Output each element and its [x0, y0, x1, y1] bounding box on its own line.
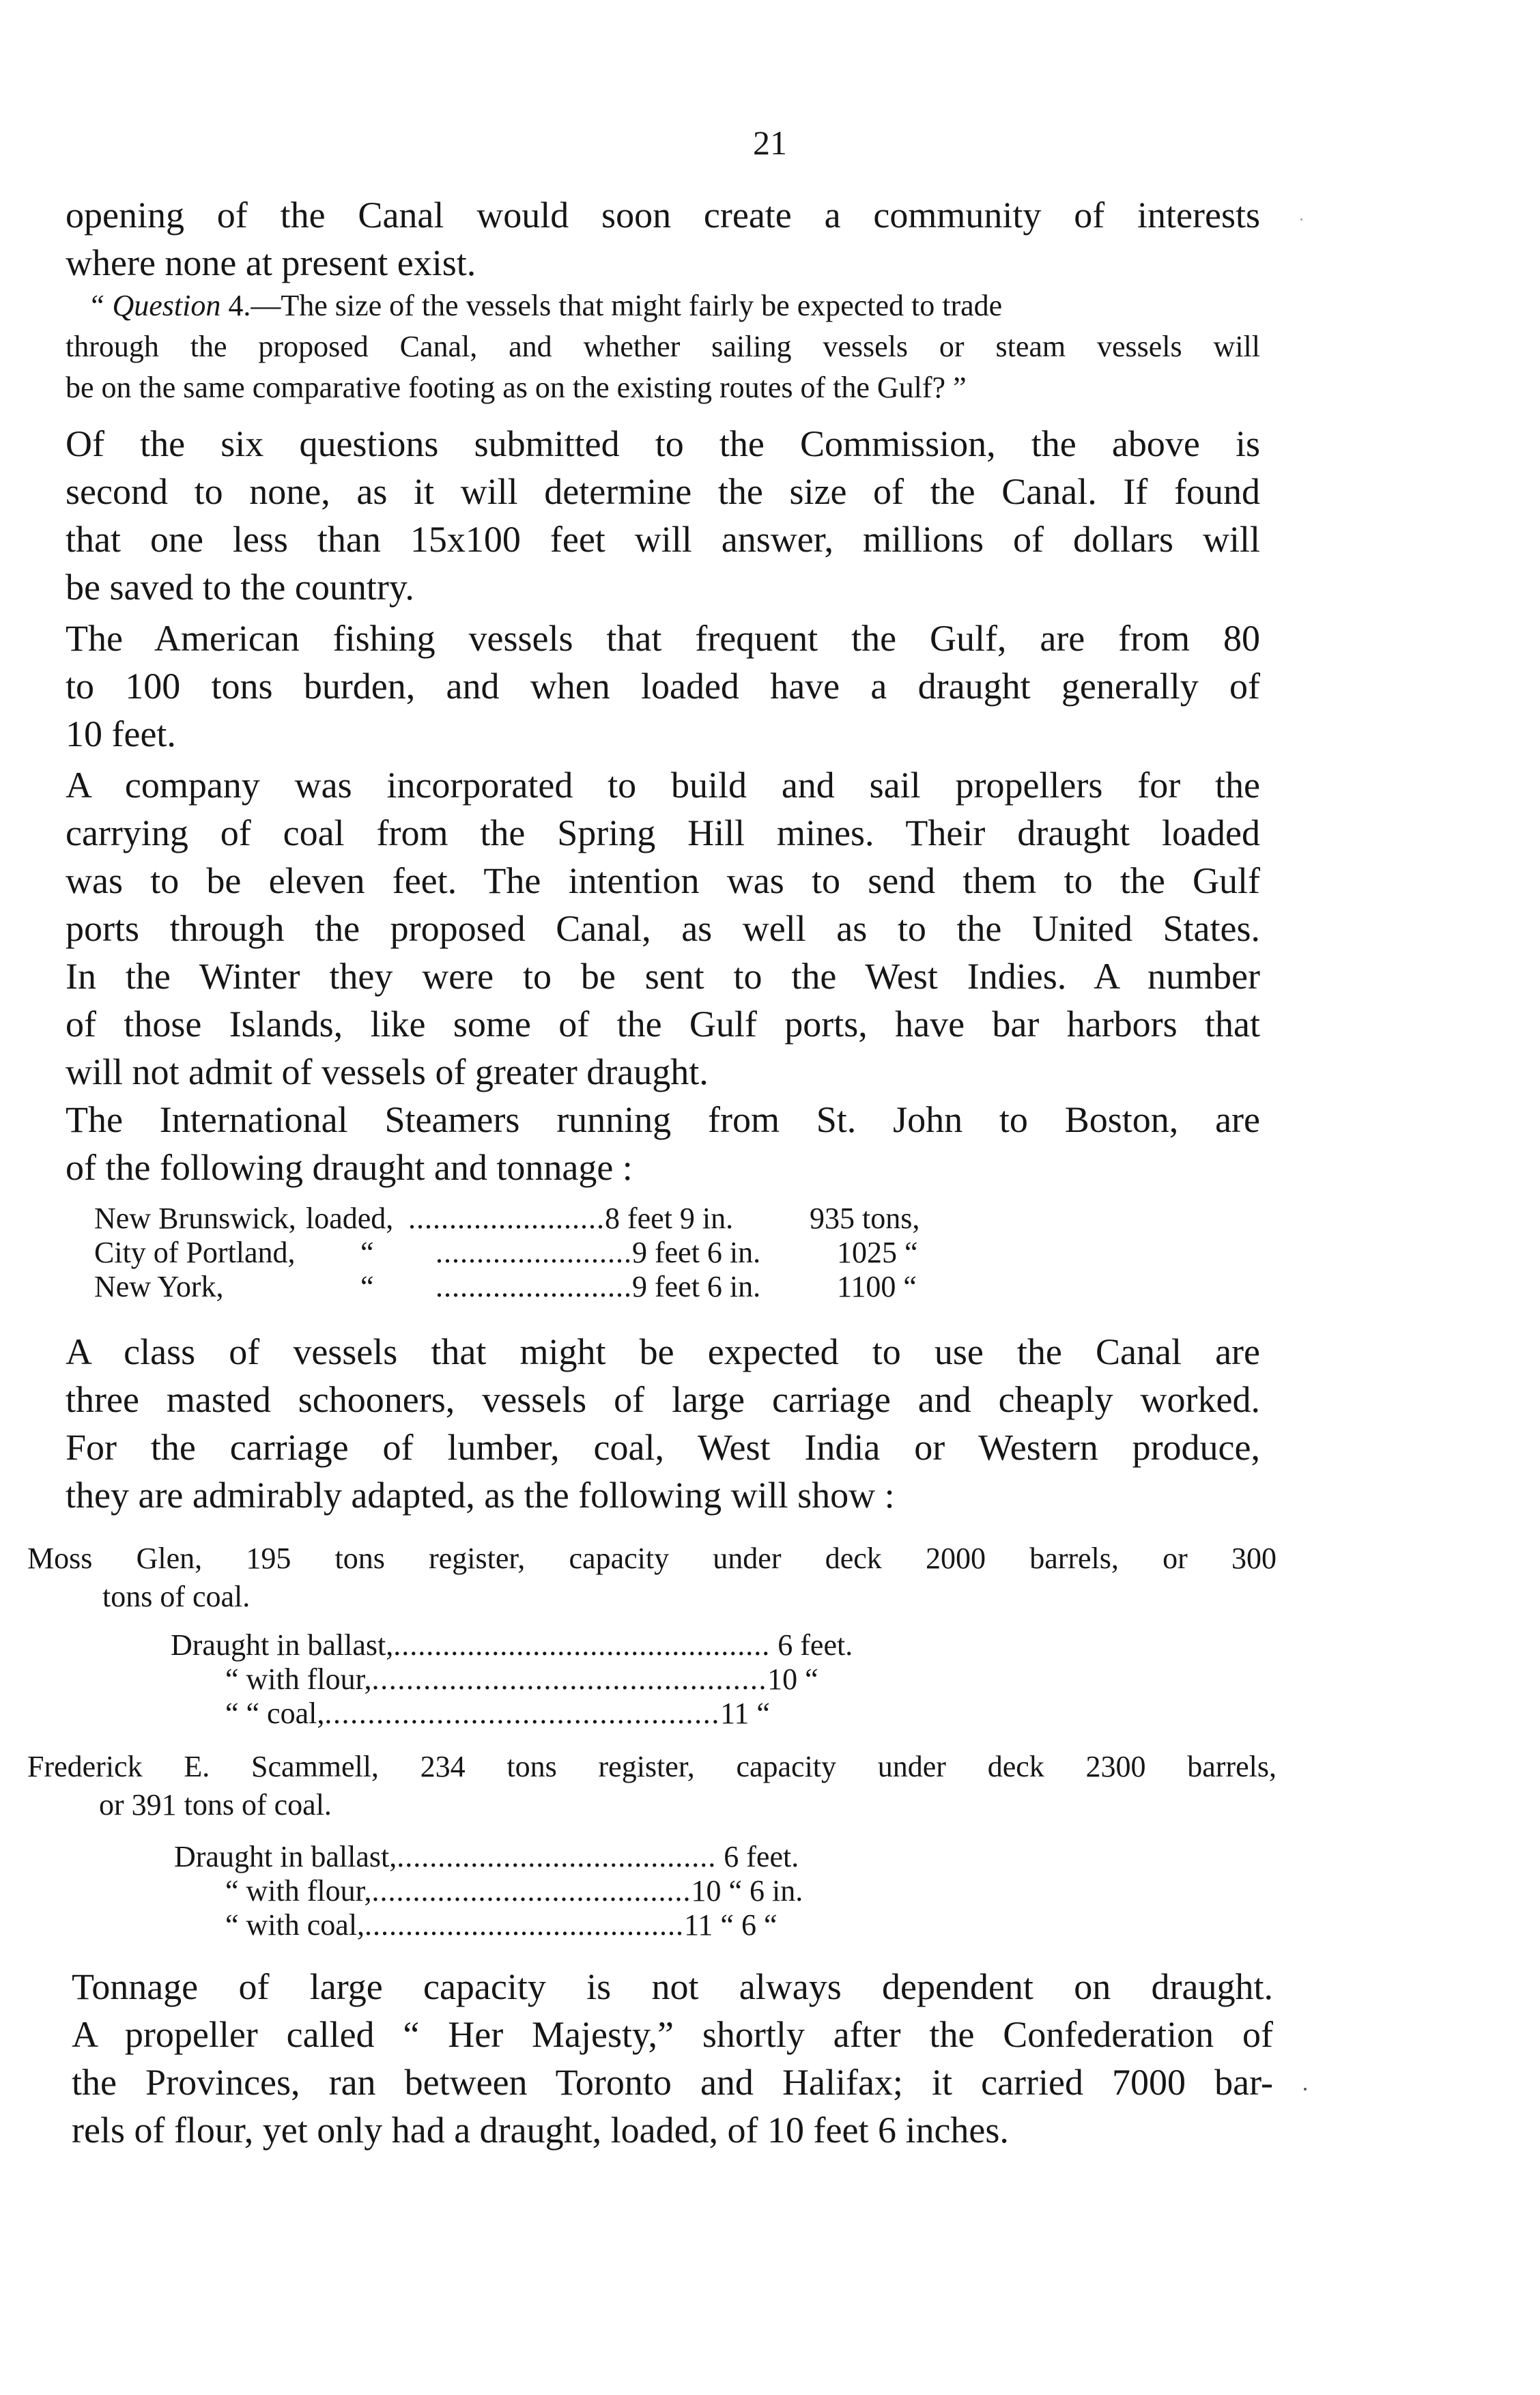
vessel-name: New Brunswick, [94, 1202, 296, 1235]
leader-dots: ....................................... [365, 1908, 685, 1942]
vessel-tons: 1100 “ [837, 1270, 917, 1303]
text-line: to 100 tons burden, and when loaded have a draught generally of [66, 666, 1260, 707]
draught-row [225, 1874, 803, 1908]
vessel-name: City of Portland, [94, 1236, 296, 1269]
paragraph [66, 614, 1260, 758]
text-line: be saved to the country. [66, 567, 414, 608]
text-line: A propeller called “ Her Majesty,” shortly after the Confederation of [72, 2014, 1273, 2055]
leader-dots: ........................ [408, 1202, 605, 1235]
text-line: Frederick E. Scammell, 234 tons register, capacity under deck 2300 barrels, [27, 1750, 1277, 1783]
text-line: of those Islands, like some of the Gulf ports, have bar harbors that [66, 1004, 1260, 1045]
text-line: opening of the Canal would soon create a community of interests [66, 195, 1260, 236]
text-line: In the Winter they were to be sent to the West Indies. A number [66, 956, 1260, 997]
text-line: will not admit of vessels of greater draught. [66, 1051, 709, 1092]
draught-value: 10 “ 6 in. [691, 1874, 803, 1908]
text-line: rels of flour, yet only had a draught, loaded, of 10 feet 6 inches. [72, 2110, 1009, 2151]
text-line: The American fishing vessels that frequent the Gulf, are from 80 [66, 618, 1260, 659]
paragraph [66, 1328, 1260, 1519]
draught-label: “ with flour, [225, 1662, 372, 1696]
text-line: be on the same comparative footing as on the existing routes of the Gulf? ” [66, 371, 967, 404]
table-row [94, 1270, 917, 1304]
draught-row [225, 1697, 770, 1731]
text-line: Tonnage of large capacity is not always dependent on draught. [72, 1966, 1273, 2007]
draught-value: 6 feet. [770, 1628, 853, 1662]
text-line: or 391 tons of coal. [99, 1788, 332, 1822]
text-line: was to be eleven feet. The intention was to send them to the Gulf [66, 860, 1260, 901]
text-line: ports through the proposed Canal, as well as to the United States. [66, 908, 1260, 949]
text-line: A class of vessels that might be expected to use the Canal are [66, 1331, 1260, 1372]
text-line: “ Question 4.—The size of the vessels that might fairly be expected to trade [88, 289, 1003, 322]
text-line: that one less than 15x100 feet will answer, millions of dollars will [66, 519, 1260, 560]
leader-dots: .............................................. [324, 1697, 720, 1730]
text-line: the Provinces, ran between Toronto and Halifax; it carried 7000 bar- [72, 2062, 1273, 2103]
vessel-state: “ [360, 1236, 374, 1269]
table-row [94, 1236, 918, 1270]
vessel-draught: 9 feet 6 in. [632, 1236, 761, 1269]
paragraph [66, 420, 1260, 611]
table-row [94, 1202, 919, 1236]
vessel-entry-frederick [27, 1748, 1277, 1824]
paragraph [66, 1096, 1260, 1191]
draught-label: “ with flour, [225, 1874, 372, 1908]
leader-dots: ........................ [436, 1236, 632, 1269]
vessel-name: New York, [94, 1270, 224, 1303]
paragraph-continuation [66, 191, 1260, 287]
text-line: through the proposed Canal, and whether sailing vessels or steam vessels will [66, 330, 1260, 363]
text-line: second to none, as it will determine the size of the Canal. If found [66, 471, 1260, 512]
text-line: carrying of coal from the Spring Hill mines. Their draught loaded [66, 812, 1260, 853]
vessel-state: loaded, [306, 1202, 394, 1235]
leader-dots: ........................ [436, 1270, 632, 1303]
draught-row [174, 1840, 799, 1874]
draught-label: Draught in ballast, [174, 1840, 397, 1873]
paragraph [72, 1963, 1273, 2154]
draught-row [225, 1908, 777, 1942]
leader-dots: .............................................. [393, 1628, 771, 1662]
scan-speck [1304, 2088, 1307, 2091]
draught-label: Draught in ballast, [171, 1628, 394, 1662]
draught-value: 10 “ [767, 1662, 818, 1696]
vessel-tons: 935 tons, [810, 1202, 920, 1235]
vessel-state: “ [360, 1270, 374, 1303]
text-line: 10 feet. [66, 713, 176, 754]
draught-value: 11 “ [719, 1697, 770, 1730]
question-label: “ Question [88, 289, 221, 322]
draught-label: “ “ coal, [225, 1697, 325, 1730]
draught-label: “ with coal, [225, 1908, 365, 1942]
text-line: of the following draught and tonnage : [66, 1147, 633, 1188]
scan-speck [1300, 218, 1302, 221]
draught-value: 6 feet. [716, 1840, 799, 1873]
vessel-draught: 9 feet 6 in. [632, 1270, 761, 1303]
text-line: three masted schooners, vessels of large carriage and cheaply worked. [66, 1379, 1260, 1420]
draught-row [225, 1662, 818, 1697]
vessel-entry-moss-glen [27, 1540, 1277, 1616]
leader-dots: ....................................... [371, 1874, 691, 1908]
text-line: For the carriage of lumber, coal, West India or Western produce, [66, 1427, 1260, 1468]
text-line: The International Steamers running from St. John to Boston, are [66, 1099, 1260, 1140]
draught-row [171, 1628, 853, 1662]
leader-dots: .............................................. [371, 1662, 768, 1696]
text-line: tons of coal. [102, 1580, 251, 1613]
paragraph [66, 761, 1260, 1096]
text-line: Of the six questions submitted to the Commission, the above is [66, 423, 1260, 464]
text-line: where none at present exist. [66, 242, 476, 283]
text-line: A company was incorporated to build and sail propellers for the [66, 765, 1260, 806]
text-line: they are admirably adapted, as the following will show : [66, 1475, 895, 1516]
vessel-tons: 1025 “ [837, 1236, 918, 1269]
text-line: Moss Glen, 195 tons register, capacity under deck 2000 barrels, or 300 [27, 1542, 1277, 1575]
vessel-draught: 8 feet 9 in. [605, 1202, 734, 1235]
page-number: 21 [753, 124, 787, 162]
question-quote [66, 285, 1260, 408]
leader-dots: ....................................... [397, 1840, 717, 1873]
draught-value: 11 “ 6 “ [684, 1908, 778, 1942]
